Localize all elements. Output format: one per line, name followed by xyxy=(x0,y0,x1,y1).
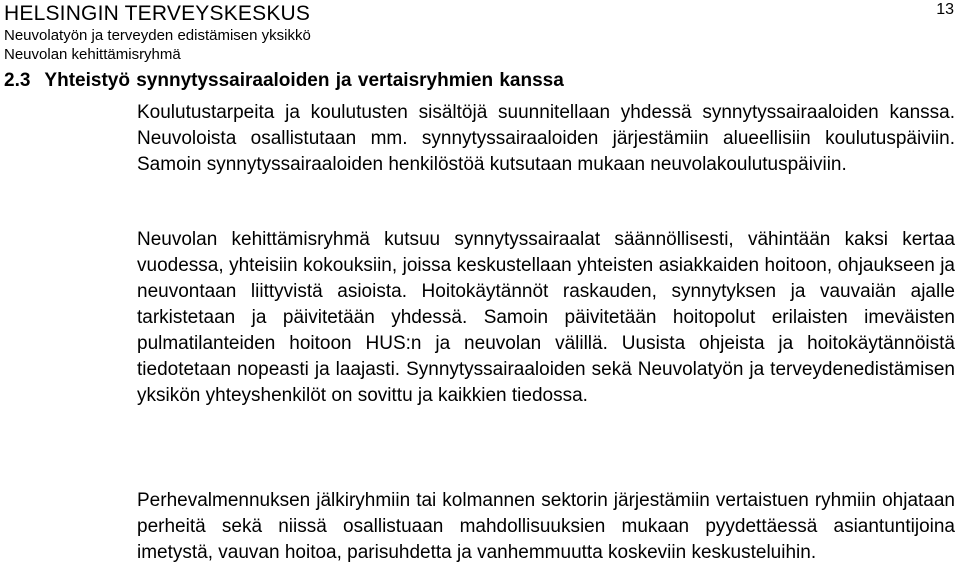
document-header xyxy=(4,2,956,64)
paragraph xyxy=(137,227,955,409)
unit-name: Neuvolatyön ja terveyden edistämisen yksikkö xyxy=(4,27,311,44)
paragraph-text: Koulutustarpeita ja koulutusten sisältöjä suunnitellaan yhdessä synnytyssairaaloiden kanssa. Neuvoloista osallistutaan mm. synnytyssairaaloiden järjestämiin alueellisiin koulutuspäiviin. Samoin synnytyssairaaloiden henkilöstöä kutsutaan mukaan neuvolakoulutuspäiviin. xyxy=(137,102,955,175)
paragraph xyxy=(137,100,955,178)
group-name: Neuvolan kehittämisryhmä xyxy=(4,46,181,63)
section-heading xyxy=(4,70,944,92)
paragraph-text: Neuvolan kehittämisryhmä kutsuu synnytyssairaalat säännöllisesti, vähintään kaksi kertaa vuodessa, yhteisiin kokouksiin, joissa keskustellaan yhteisten asiakkaiden hoitoon, ohjaukseen ja neuvontaan liittyvistä asioista. Hoitokäytännöt raskauden, synnytyksen ja vauvaiän ajalle tarkistetaan ja päivitetään yhdessä. Samoin päivitetään hoitopolut erilaisten imeväisten pulmatilanteiden hoitoon HUS:n ja neuvolan välillä. Uusista ohjeista ja hoitokäytännöistä tiedotetaan nopeasti ja laajasti. Synnytyssairaaloiden sekä Neuvolatyön ja terveydenedistämisen yksikön yhteyshenkilöt on sovittu ja kaikkien tiedossa. xyxy=(137,229,955,406)
page-number: 13 xyxy=(936,1,954,18)
paragraph-text: Perhevalmennuksen jälkiryhmiin tai kolmannen sektorin järjestämiin vertaistuen ryhmiin ohjataan perheitä sekä niissä osallistuaan mahdollisuuksien mukaan pyydettäessä asiantuntijoina imetystä, vauvan hoitoa, parisuhdetta ja vanhemmuutta koskeviin keskusteluihin. xyxy=(137,490,955,563)
paragraph xyxy=(137,488,955,566)
section-title: Yhteistyö synnytyssairaaloiden ja vertaisryhmien kanssa xyxy=(44,70,564,91)
organization-title: HELSINGIN TERVEYSKESKUS xyxy=(4,2,311,25)
section-number: 2.3 xyxy=(4,70,31,91)
